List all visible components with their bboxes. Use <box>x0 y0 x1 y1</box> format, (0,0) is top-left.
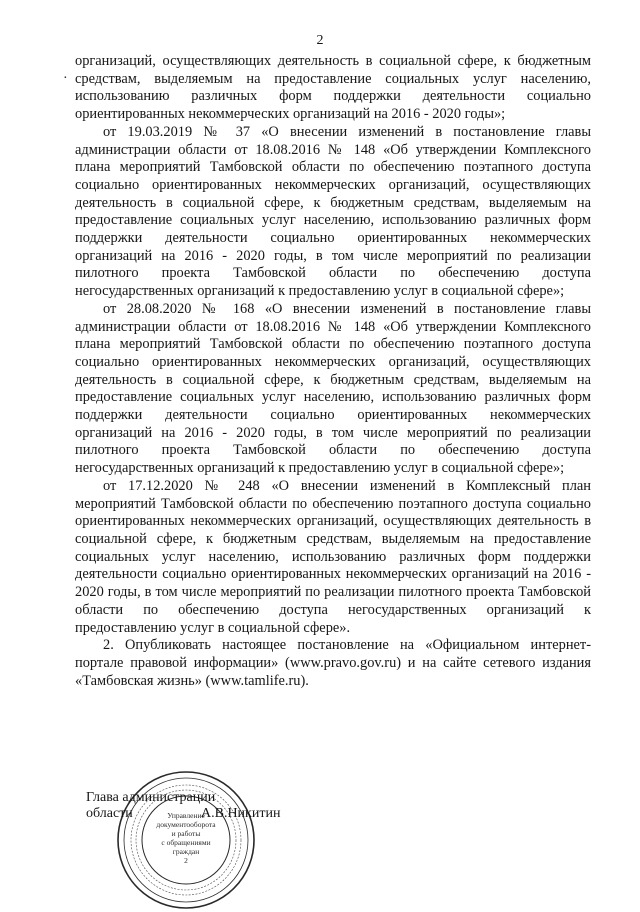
signature-title-line1: Глава администрации <box>86 790 216 805</box>
paragraph-amendment-2020-08: от 28.08.2020 № 168 «О внесении изменений в постановление главы администрации области от 18.08.2016 № 148 «Об утверждении Комплексного плана мероприятий Тамбовской области по обеспечению поэтапного доступа социально ориентированных некоммерческих организаций, осуществляющих деятельность в социальной сфере, к бюджетным средствам, выделяемым на предоставление социальных услуг населению, использованию различных форм поддержки деятельности социально ориентированных некоммерческих организаций на 2016 - 2020 годы, в том числе мероприятий по реализации пилотного проекта Тамбовской области по обеспечению доступа негосударственных организаций к предоставлению услуг в социальной сфере»; <box>75 300 591 477</box>
paragraph-amendment-2019: от 19.03.2019 № 37 «О внесении изменений в постановление главы администрации области от 18.08.2016 № 148 «Об утверждении Комплексного плана мероприятий Тамбовской области по обеспечению поэтапного доступа социально ориентированных некоммерческих организаций, осуществляющих деятельность в социальной сфере, к бюджетным средствам, выделяемым на предоставление социальных услуг населению, использованию различных форм поддержки деятельности социально ориентированных некоммерческих организаций на 2016 - 2020 годы, в том числе мероприятий по реализации пилотного проекта Тамбовской области по обеспечению доступа негосударственных организаций к предоставлению услуг в социальной сфере»; <box>75 123 591 300</box>
signature-title-line2: области <box>86 806 133 821</box>
signature-name: А.В.Никитин <box>201 806 281 821</box>
stamp-line-1: Управление <box>167 811 205 820</box>
paragraph-continuation: организаций, осуществляющих деятельность в социальной сфере, к бюджетным средствам, выделяемым на предоставление социальных услуг населению, использованию различных форм поддержки деятельности социально ориентированных некоммерческих организаций на 2016 - 2020 годы»; <box>75 53 591 123</box>
stamp-line-6: 2 <box>184 856 188 865</box>
paragraph-amendment-2020-12: от 17.12.2020 № 248 «О внесении изменений в Комплексный план мероприятий Тамбовской области по обеспечению поэтапного доступа социально ориентированных некоммерческих организаций, осуществляющих деятельность в социальной сфере, к бюджетным средствам, выделяемым на предоставление социальных услуг населению, использованию различных форм поддержки деятельности социально ориентированных некоммерческих организаций на 2016 - 2020 годы, в том числе мероприятий по реализации пилотного проекта Тамбовской области по обеспечению доступа негосударственных организаций к предоставлению услуг в социальной сфере». <box>75 477 591 636</box>
stamp-line-5: граждан <box>172 847 200 856</box>
signature-block <box>86 790 215 822</box>
stamp-line-2: документооборота <box>156 820 216 829</box>
paragraph-publication: 2. Опубликовать настоящее постановление на «Официальном интернет-портале правовой информации» (www.pravo.gov.ru) и на сайте сетевого издания «Тамбовская жизнь» (www.tamlife.ru). <box>75 637 591 689</box>
page-number: 2 <box>316 33 324 48</box>
document-body <box>75 53 591 690</box>
margin-mark: · <box>63 71 68 86</box>
stamp-line-4: с обращениями <box>161 838 211 847</box>
stamp-line-3: и работы <box>171 829 201 838</box>
